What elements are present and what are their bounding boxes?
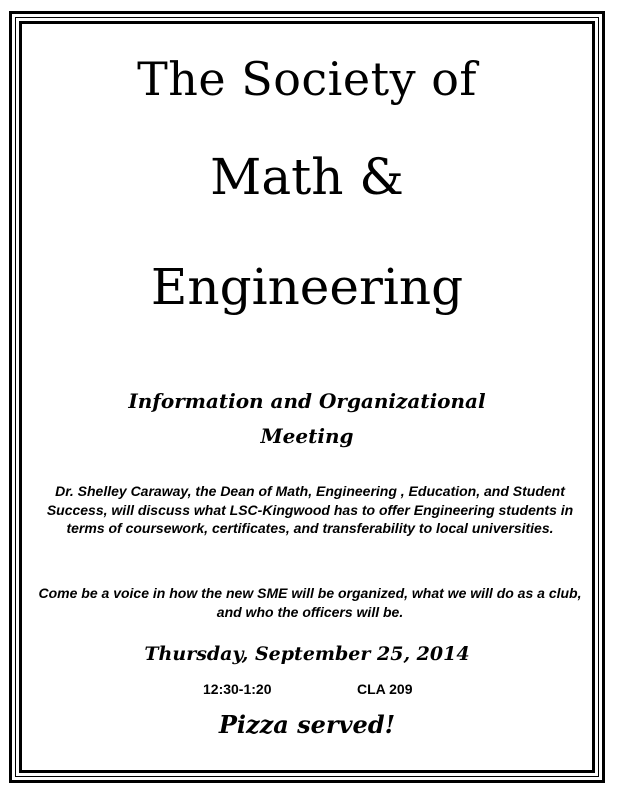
invitation-paragraph: Come be a voice in how the new SME will be organized, what we will do as a club, and who the officers will be. [38,585,582,620]
meeting-time: 12:30-1:20 [203,681,272,697]
pizza-note: Pizza served! [218,710,396,739]
meeting-date: Thursday, September 25, 2014 [144,643,470,665]
title-line-3: Engineering [150,258,464,316]
meeting-subtitle-line-1: Information and Organizational [128,389,486,413]
title-line-1: The Society of [137,52,477,106]
meeting-subtitle-line-2: Meeting [260,424,354,448]
description-paragraph: Dr. Shelley Caraway, the Dean of Math, Engineering , Education, and Student Success, will discuss what LSC-Kingwood has to offer Engineering students in terms of coursework, certificates, and transferability to local universities. [46,483,574,536]
title-line-2: Math & [210,148,404,206]
meeting-location: CLA 209 [357,681,413,697]
